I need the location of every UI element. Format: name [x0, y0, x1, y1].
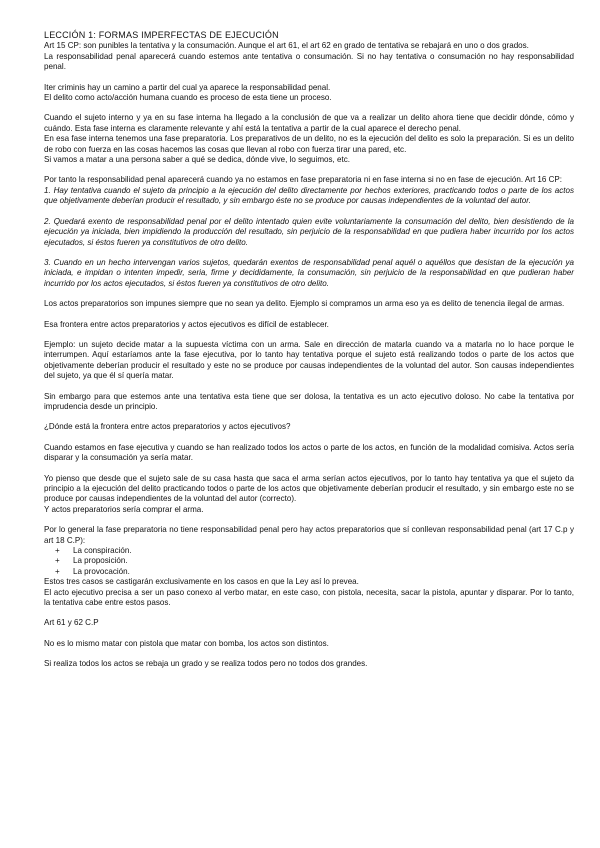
quote-art16-2: 2. Quedará exento de responsabilidad penal por el delito intentado quien evite voluntariamente la consumación del delito, bien desistiendo de la ejecución ya iniciada, bien impidiendo la producción del resultado, sin perjuicio de la responsabilidad en que pudiera haber incurrido por los actos ejecutados, si éstos fueren ya constitutivos de otro delito.	[44, 216, 574, 247]
paragraph-delito-proceso: El delito como acto/acción humana cuando es proceso de esta tiene un proceso.	[44, 93, 332, 103]
paragraph-frontera: Esa frontera entre actos preparatorios y actos ejecutivos es difícil de establecer.	[44, 319, 329, 329]
paragraph-comprar-arma: Y actos preparatorios sería comprar el arma.	[44, 504, 204, 514]
paragraph-fase-ejecutiva: Cuando estamos en fase ejecutiva y cuando se han realizado todos los actos o parte de los actos, en función de la modalidad comisiva. Actos sería disparar y la consumación ya sería matar.	[44, 442, 574, 463]
list-item: + La conspiración.	[55, 546, 132, 556]
paragraph-fase-preparatoria: En esa fase interna tenemos una fase preparatoria. Los preparativos de un delito, no es la ejecución del delito es solo la preparación. Si es un delito de robo con fuerza en las cosas hacemos las cosas que llevan al robo con fuerza tirar una pared, etc.	[44, 134, 574, 154]
paragraph-fase-interna: Cuando el sujeto interno y ya en su fase interna ha llegado a la conclusión de que va a realizar un delito ahora tiene que decidir dónde, cómo y cuándo. Esta fase interna es claramente relevante y ahí está la tentativa a partir de la cual aparece el derecho penal.	[44, 113, 574, 133]
paragraph-opinion: Yo pienso que desde que el sujeto sale de su casa hasta que saca el arma serían actos ejecutivos, por lo tanto hay tentativa ya que el sujeto da principio a la ejecución del delito practicando todos o parte de los actos que objetivamente deberían producir el resultado, y sin embargo este no se produce por causas independientes de la voluntad del autor (correcto).	[44, 473, 574, 504]
paragraph-actos-impunes: Los actos preparatorios son impunes siempre que no sean ya delito. Ejemplo si compramos un arma eso ya es delito de tenencia ilegal de armas.	[44, 299, 565, 309]
paragraph-responsabilidad: La responsabilidad penal aparecerá cuando estemos ante tentativa o consumación. Si no hay tentativa o consumación no hay responsabilidad penal.	[44, 51, 574, 72]
plus-bullet-icon: +	[55, 556, 60, 566]
quote-art16-1: 1. Hay tentativa cuando el sujeto da principio a la ejecución del delito directamente por hechos exteriores, practicando todos o parte de los actos que objetivamente deberían producir el resultado, y sin embargo éste no se produce por causas independientes de la voluntad del autor.	[44, 185, 574, 206]
list-item: + La proposición.	[55, 556, 128, 566]
paragraph-art61-62: Art 61 y 62 C.P	[44, 618, 99, 628]
quote-art16-3: 3. Cuando en un hecho intervengan varios sujetos, quedarán exentos de responsabilidad penal aquél o aquéllos que desistan de la ejecución ya iniciada, e impidan o intenten impedir, seria, firme y decididamente, la consumación, sin perjuicio de la responsabilidad en que pudieran haber incurrido por los actos ejecutados, si éstos fueren ya constitutivos de otro delito.	[44, 257, 574, 288]
paragraph-rebaja-grado: Si realiza todos los actos se rebaja un grado y se realiza todos pero no todos dos grandes.	[44, 659, 368, 669]
paragraph-ejemplo: Ejemplo: un sujeto decide matar a la supuesta víctima con un arma. Sale en dirección de matarla cuando va a matarla no lo hace porque le interrumpen. Aquí estaríamos ante la fase ejecutiva, por lo tanto hay tentativa porque el sujeto está realizando todos o parte de los actos que objetivamente deberían producir el resultado y este no se produce por causas independientes de la voluntad del autor. Son causas independientes del sujeto, ya que él sí quería matar.	[44, 339, 574, 381]
paragraph-pistola-bomba: No es lo mismo matar con pistola que matar con bomba, los actos son distintos.	[44, 638, 329, 648]
preparatory-acts-list	[44, 546, 574, 577]
paragraph-matar-persona: Si vamos a matar a una persona saber a qué se dedica, dónde vive, lo seguimos, etc.	[44, 155, 350, 165]
lesson-title: LECCIÓN 1: FORMAS IMPERFECTAS DE EJECUCIÓN	[44, 30, 279, 40]
paragraph-ley-prevea: Estos tres casos se castigarán exclusivamente en los casos en que la Ley así lo prevea.	[44, 577, 359, 587]
paragraph-acto-ejecutivo: El acto ejecutivo precisa a ser un paso conexo al verbo matar, en este caso, con pistola, necesita, sacar la pistola, apuntar y disparar. Por lo tanto, la tentativa cabe entre estos pasos.	[44, 587, 574, 608]
paragraph-fase-ejecucion: Por tanto la responsabilidad penal aparecerá cuando ya no estamos en fase preparatoria ni en fase interna si no en fase de ejecución. Art 16 CP:	[44, 175, 563, 185]
list-item: + La provocación.	[55, 566, 130, 576]
paragraph-pregunta-frontera: ¿Dónde está la frontera entre actos preparatorios y actos ejecutivos?	[44, 422, 291, 432]
paragraph-iter-criminis: Iter criminis hay un camino a partir del cual ya aparece la responsabilidad penal.	[44, 82, 331, 92]
paragraph-tentativa-dolosa: Sin embargo para que estemos ante una tentativa esta tiene que ser dolosa, la tentativa es un acto ejecutivo doloso. No cabe la tentativa por imprudencia desde un principio.	[44, 391, 574, 411]
paragraph-art15: Art 15 CP: son punibles la tentativa y la consumación. Aunque el art 61, el art 62 en grado de tentativa se rebajará en uno o dos grados.	[44, 41, 529, 51]
document-page	[44, 30, 574, 670]
plus-bullet-icon: +	[55, 546, 60, 556]
paragraph-art17-18: Por lo general la fase preparatoria no tiene responsabilidad penal pero hay actos preparatorios que sí conllevan responsabilidad penal (art 17 C.p y art 18 C.P):	[44, 525, 574, 545]
plus-bullet-icon: +	[55, 566, 60, 576]
